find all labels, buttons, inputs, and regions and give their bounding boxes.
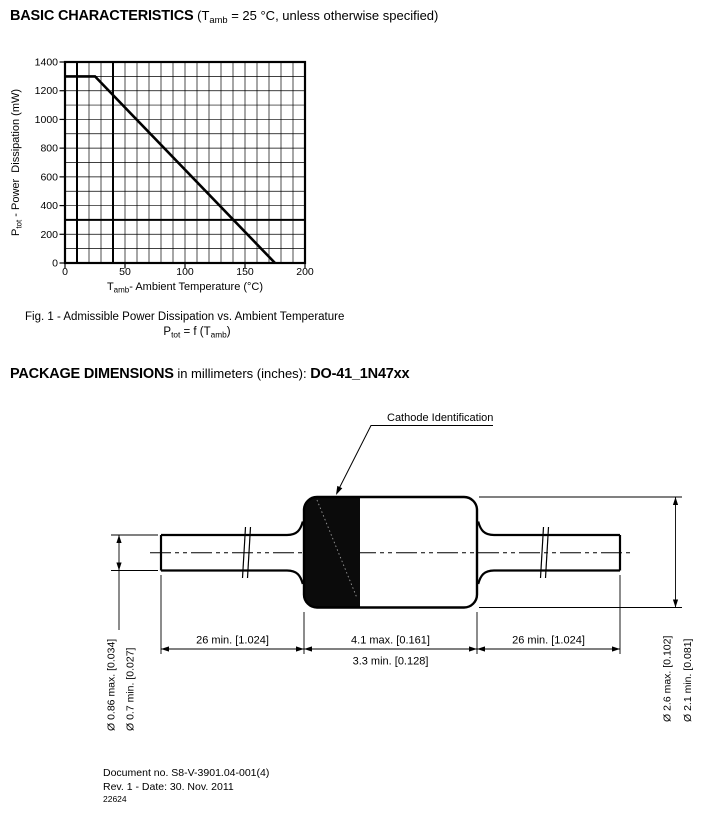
y-tick-label: 800 [40,142,58,155]
x-axis-title [107,281,263,295]
section-title-post: = 25 °C, unless otherwise specified) [227,8,439,23]
dim-body-diameter-min-label: Ø 2.1 min. [0.081] [682,638,694,722]
subscript-amb: amb [210,330,227,340]
caption-mid: = f (T [180,326,211,338]
figure-caption-line2 [163,326,230,338]
package-title-mid: in millimeters (inches): [173,366,311,381]
figure-caption-line1: Fig. 1 - Admissible Power Dissipation vs. Ambient Temperature [25,311,345,323]
document-number: Document no. S8-V-3901.04-001(4) [103,767,270,779]
y-tick-label: 400 [40,200,58,213]
x-axis-title-pre: T [106,281,114,293]
y-axis-title-pre: P [10,228,22,237]
y-tick-label: 1200 [34,85,58,98]
cathode-identification-label: Cathode Identification [387,412,494,424]
package-drawing [0,395,722,740]
dim-body-max-label: 4.1 max. [0.161] [351,634,430,647]
y-tick-label: 600 [40,171,58,184]
package-title-bold: PACKAGE DIMENSIONS [10,366,174,382]
subscript-tot: tot [171,330,181,340]
section-title-package-dimensions [10,366,409,382]
y-tick-label: 1400 [34,56,58,69]
x-axis-title-post: - Ambient Temperature (°C) [129,281,264,293]
chart-generated-layer [35,57,314,279]
section-title-pre: (T [193,8,210,23]
y-tick-label: 1000 [34,113,58,126]
document-revision: Rev. 1 - Date: 30. Nov. 2011 [103,780,234,793]
y-axis-title-post: - Power Dissipation (mW) [10,88,22,220]
lead-right [478,522,620,585]
dim-body-diameter-max-label: Ø 2.6 max. [0.102] [661,635,674,722]
dim-lead-left-label: 26 min. [1.024] [196,634,269,647]
x-axis-title-sub: amb [113,285,130,295]
dim-lead-diameter-max-label: Ø 0.86 max. [0.034] [105,638,118,731]
x-tick-label: 100 [176,266,194,278]
caption-p: P [163,326,172,338]
dim-lead-right-label: 26 min. [1.024] [512,634,585,647]
dim-body-min-label: 3.3 min. [0.128] [352,655,429,668]
x-tick-label: 50 [119,266,131,278]
document-code: 22624 [103,794,127,804]
subscript-amb: amb [209,14,228,25]
section-title-basic-characteristics [10,8,438,24]
document-info-block [103,767,269,805]
package-code: DO-41_1N47xx [310,366,410,382]
y-tick-label: 200 [40,228,58,241]
cathode-band [304,497,360,608]
x-tick-label: 150 [236,266,254,278]
y-axis-title-sub: tot [14,219,24,229]
chart-curve [65,76,275,263]
cathode-leader-line [337,426,493,494]
section-title-bold: BASIC CHARACTERISTICS [10,8,194,24]
y-axis-title [10,89,24,236]
y-tick-label: 0 [52,257,58,270]
caption-post: ) [226,326,231,338]
x-tick-label: 200 [296,266,314,278]
x-tick-label: 0 [62,266,68,278]
power-derating-chart [0,50,340,300]
cathode-leader-arrowhead [336,486,342,495]
dim-lead-diameter-min-label: Ø 0.7 min. [0.027] [124,647,137,731]
